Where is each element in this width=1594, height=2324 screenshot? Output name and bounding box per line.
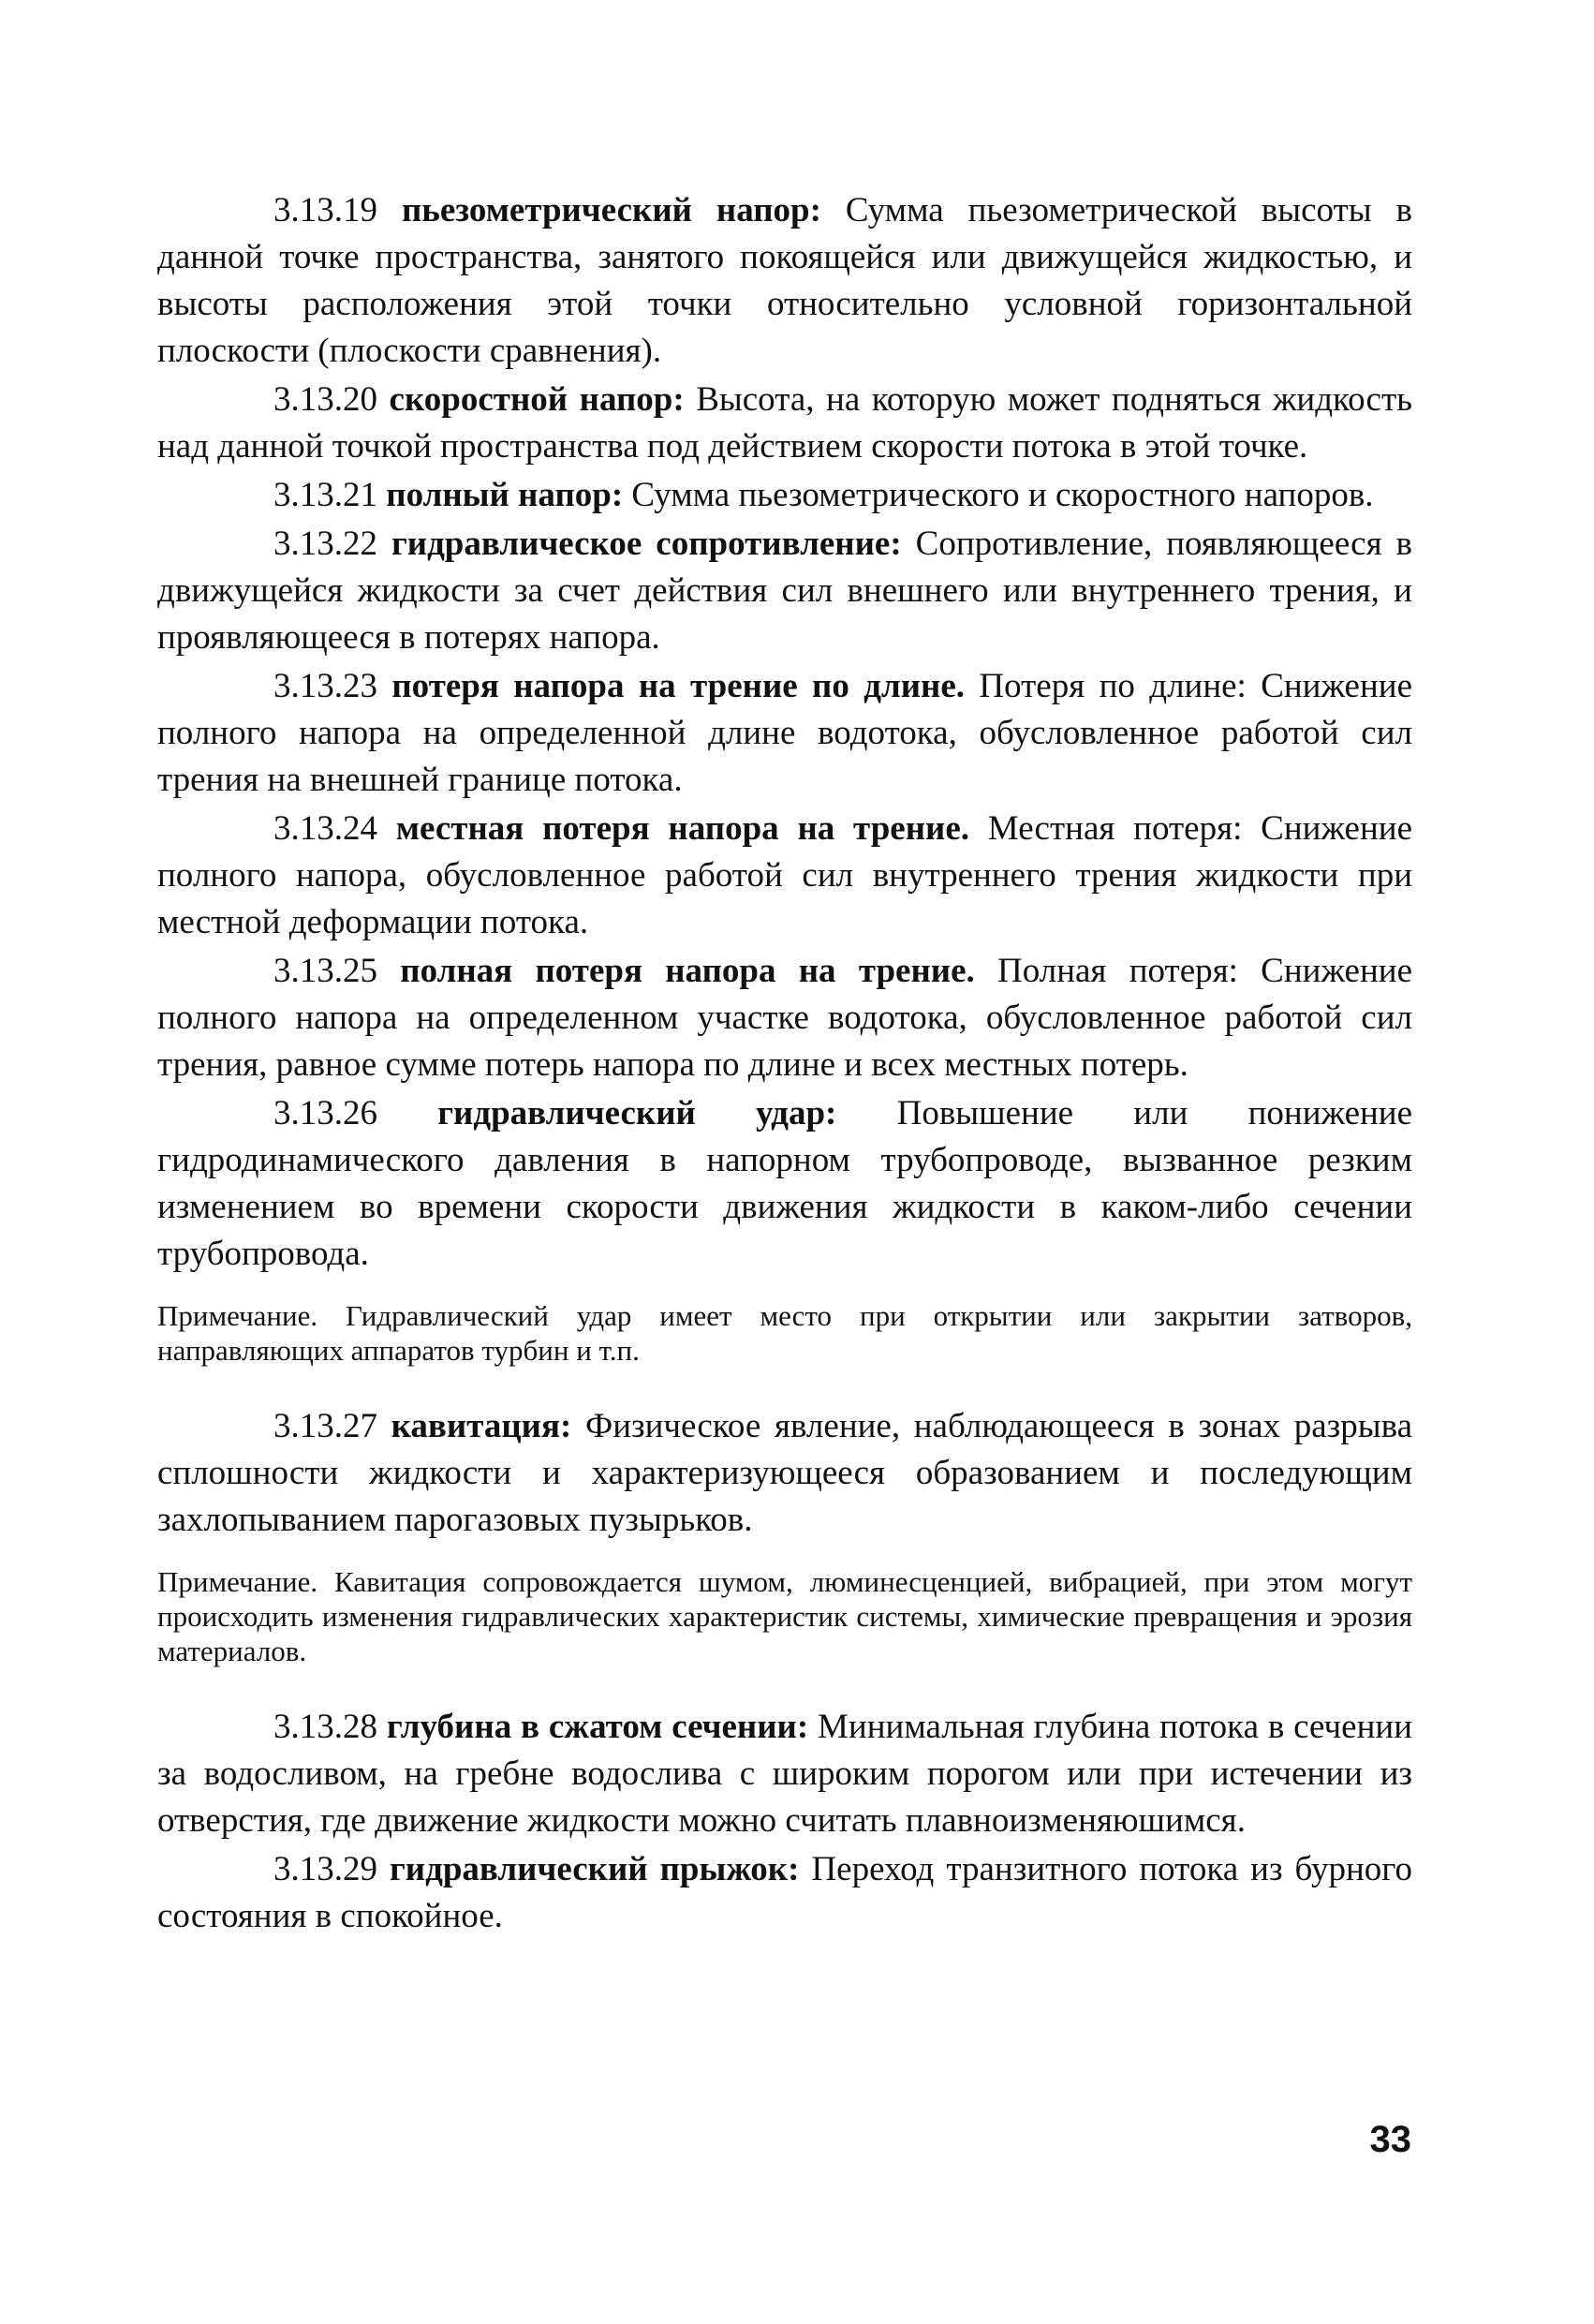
- definition-text: Потеря по длине: Снижение полного напора на определенной длине водотока, обусловленное работой сил трения на внешней границе потока.: [157, 667, 1412, 799]
- definition-text: Повышение или понижение гидродинамического давления в напорном трубопроводе, вызванное резким изменением во времени скорости движения жидкости в каком-либо сечении трубопровода.: [157, 1094, 1413, 1273]
- clause-number: 3.13.21: [273, 476, 377, 514]
- term: потеря напора на трение по длине.: [391, 667, 966, 705]
- definition-text: Физическое явление, наблюдающееся в зонах разрыва сплошности жидкости и характеризующееся образованием и последующим захлопыванием парогазовых пузырьков.: [157, 1407, 1413, 1539]
- definition-3-13-20: [157, 377, 1412, 470]
- definition-3-13-27: [157, 1403, 1412, 1544]
- definition-text: Высота, на которую может подняться жидкость над данной точкой пространства под действием скорости потока в этой точке.: [157, 380, 1412, 466]
- definition-text: Минимальная глубина потока в сечении за водосливом, на гребне водослива с широким порогом или при истечении из отверстия, где движение жидкости можно считать плавноизменяюшимся.: [157, 1708, 1412, 1840]
- clause-number: 3.13.28: [273, 1708, 377, 1746]
- clause-number: 3.13.24: [273, 809, 377, 848]
- term: местная потеря напора на трение.: [395, 809, 969, 848]
- clause-number: 3.13.26: [273, 1094, 377, 1132]
- clause-number: 3.13.29: [273, 1850, 377, 1888]
- definition-3-13-22: [157, 521, 1412, 661]
- definition-3-13-24: [157, 806, 1412, 946]
- term: полная потеря напора на трение.: [400, 952, 975, 990]
- clause-number: 3.13.27: [273, 1407, 377, 1445]
- definition-3-13-19: [157, 187, 1412, 375]
- note-3-13-27: Примечание. Кавитация сопровождается шумом, люминесценцией, вибрацией, при этом могут происходить изменения гидравлических характеристик системы, химические превращения и эрозия материалов.: [157, 1565, 1412, 1667]
- term: гидравлическое сопротивление:: [391, 525, 902, 563]
- term: гидравлический прыжок:: [390, 1850, 800, 1888]
- term: скоростной напор:: [389, 380, 685, 419]
- definition-3-13-28: [157, 1704, 1412, 1844]
- page-number: 33: [1369, 2119, 1411, 2160]
- clause-number: 3.13.22: [273, 525, 377, 563]
- definition-3-13-29: [157, 1846, 1412, 1940]
- clause-number: 3.13.20: [273, 380, 377, 419]
- clause-number: 3.13.23: [273, 667, 377, 705]
- definition-text: Местная потеря: Снижение полного напора, обусловленное работой сил внутреннего трения жидкости при местной деформации потока.: [157, 809, 1412, 941]
- definition-3-13-23: [157, 663, 1412, 804]
- document-page: [157, 187, 1412, 1942]
- term: полный напор:: [386, 476, 624, 514]
- definition-3-13-21: [157, 472, 1412, 519]
- definition-3-13-25: [157, 948, 1412, 1088]
- term: кавитация:: [391, 1407, 572, 1445]
- definition-text: Полная потеря: Снижение полного напора на определенном участке водотока, обусловленное работой сил трения, равное сумме потерь напора по длине и всех местных потерь.: [157, 952, 1412, 1084]
- clause-number: 3.13.25: [273, 952, 377, 990]
- term: гидравлический удар:: [437, 1094, 837, 1132]
- term: глубина в сжатом сечении:: [386, 1708, 809, 1746]
- definition-text: Сопротивление, появляющееся в движущейся жидкости за счет действия сил внешнего или внутреннего трения, и проявляющееся в потерях напора.: [157, 525, 1413, 657]
- definition-text: Сумма пьезометрической высоты в данной точке пространства, занятого покоящейся или движущейся жидкостью, и высоты расположения этой точки относительно условной горизонтальной плоскости (плоскости сравнения).: [157, 191, 1412, 370]
- definition-3-13-26: [157, 1090, 1412, 1278]
- definition-text: Сумма пьезометрического и скоростного напоров.: [631, 476, 1374, 514]
- term: пьезометрический напор:: [401, 191, 821, 229]
- definition-text: Переход транзитного потока из бурного состояния в спокойное.: [157, 1850, 1413, 1935]
- clause-number: 3.13.19: [273, 191, 377, 229]
- note-3-13-26: Примечание. Гидравлический удар имеет место при открытии или закрытии затворов, направляющих аппаратов турбин и т.п.: [157, 1299, 1412, 1367]
